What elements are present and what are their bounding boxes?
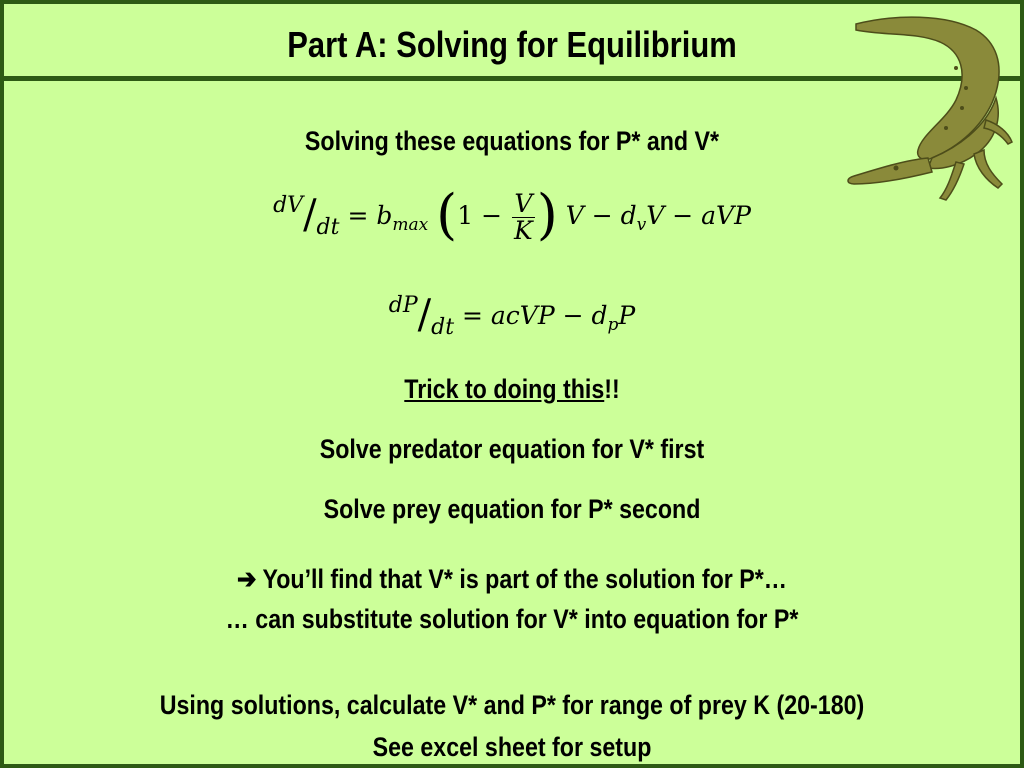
predator-equation bbox=[4, 288, 1020, 340]
predator-lhs-numerator: dP bbox=[388, 293, 418, 318]
alligator-illustration bbox=[836, 8, 1016, 204]
calc-line: Using solutions, calculate V* and P* for range of prey K (20-180) bbox=[159, 690, 865, 720]
right-arrow-icon: ➔ bbox=[236, 564, 257, 594]
b-subscript: max bbox=[392, 215, 429, 235]
fraction-slash: / bbox=[417, 292, 432, 338]
b-symbol: b bbox=[376, 201, 393, 230]
step-2: Solve prey equation for P* second bbox=[323, 494, 701, 524]
excel-line: See excel sheet for setup bbox=[372, 732, 652, 762]
arrow-line bbox=[75, 564, 949, 595]
intro-text: Solving these equations for P* and V* bbox=[304, 126, 720, 156]
v-over-k-fraction bbox=[512, 188, 535, 245]
d-subscript: p bbox=[607, 315, 619, 335]
minus-sign: − bbox=[481, 201, 503, 230]
prey-tail-term: V − d bbox=[565, 201, 637, 230]
fraction-slash: / bbox=[303, 192, 317, 238]
predator-rhs-2: P bbox=[618, 301, 636, 330]
trick-label: Trick to doing this bbox=[404, 374, 605, 404]
trick-suffix: !! bbox=[604, 374, 620, 404]
right-paren: ) bbox=[536, 183, 558, 246]
prey-equation bbox=[4, 183, 1020, 249]
prey-lhs-denominator: dt bbox=[316, 215, 340, 240]
left-paren: ( bbox=[436, 183, 458, 246]
equals-sign: = bbox=[347, 201, 369, 230]
trick-heading bbox=[75, 374, 949, 405]
fraction-numerator: V bbox=[512, 191, 535, 218]
substitute-line: … can substitute solution for V* into equation for P* bbox=[225, 604, 799, 634]
predator-lhs-denominator: dt bbox=[431, 315, 455, 340]
arrow-line-text: You’ll find that V* is part of the solution for P*… bbox=[262, 564, 788, 594]
predator-rhs: = acVP − d bbox=[462, 301, 608, 330]
step-1: Solve predator equation for V* first bbox=[319, 434, 705, 464]
one-term: 1 bbox=[457, 201, 474, 230]
prey-tail-term-2: V − aVP bbox=[646, 201, 751, 230]
slide-title: Part A: Solving for Equilibrium bbox=[287, 24, 737, 65]
fraction-denominator: K bbox=[514, 216, 533, 245]
d-subscript: v bbox=[636, 215, 647, 235]
prey-lhs-numerator: dV bbox=[273, 193, 304, 218]
